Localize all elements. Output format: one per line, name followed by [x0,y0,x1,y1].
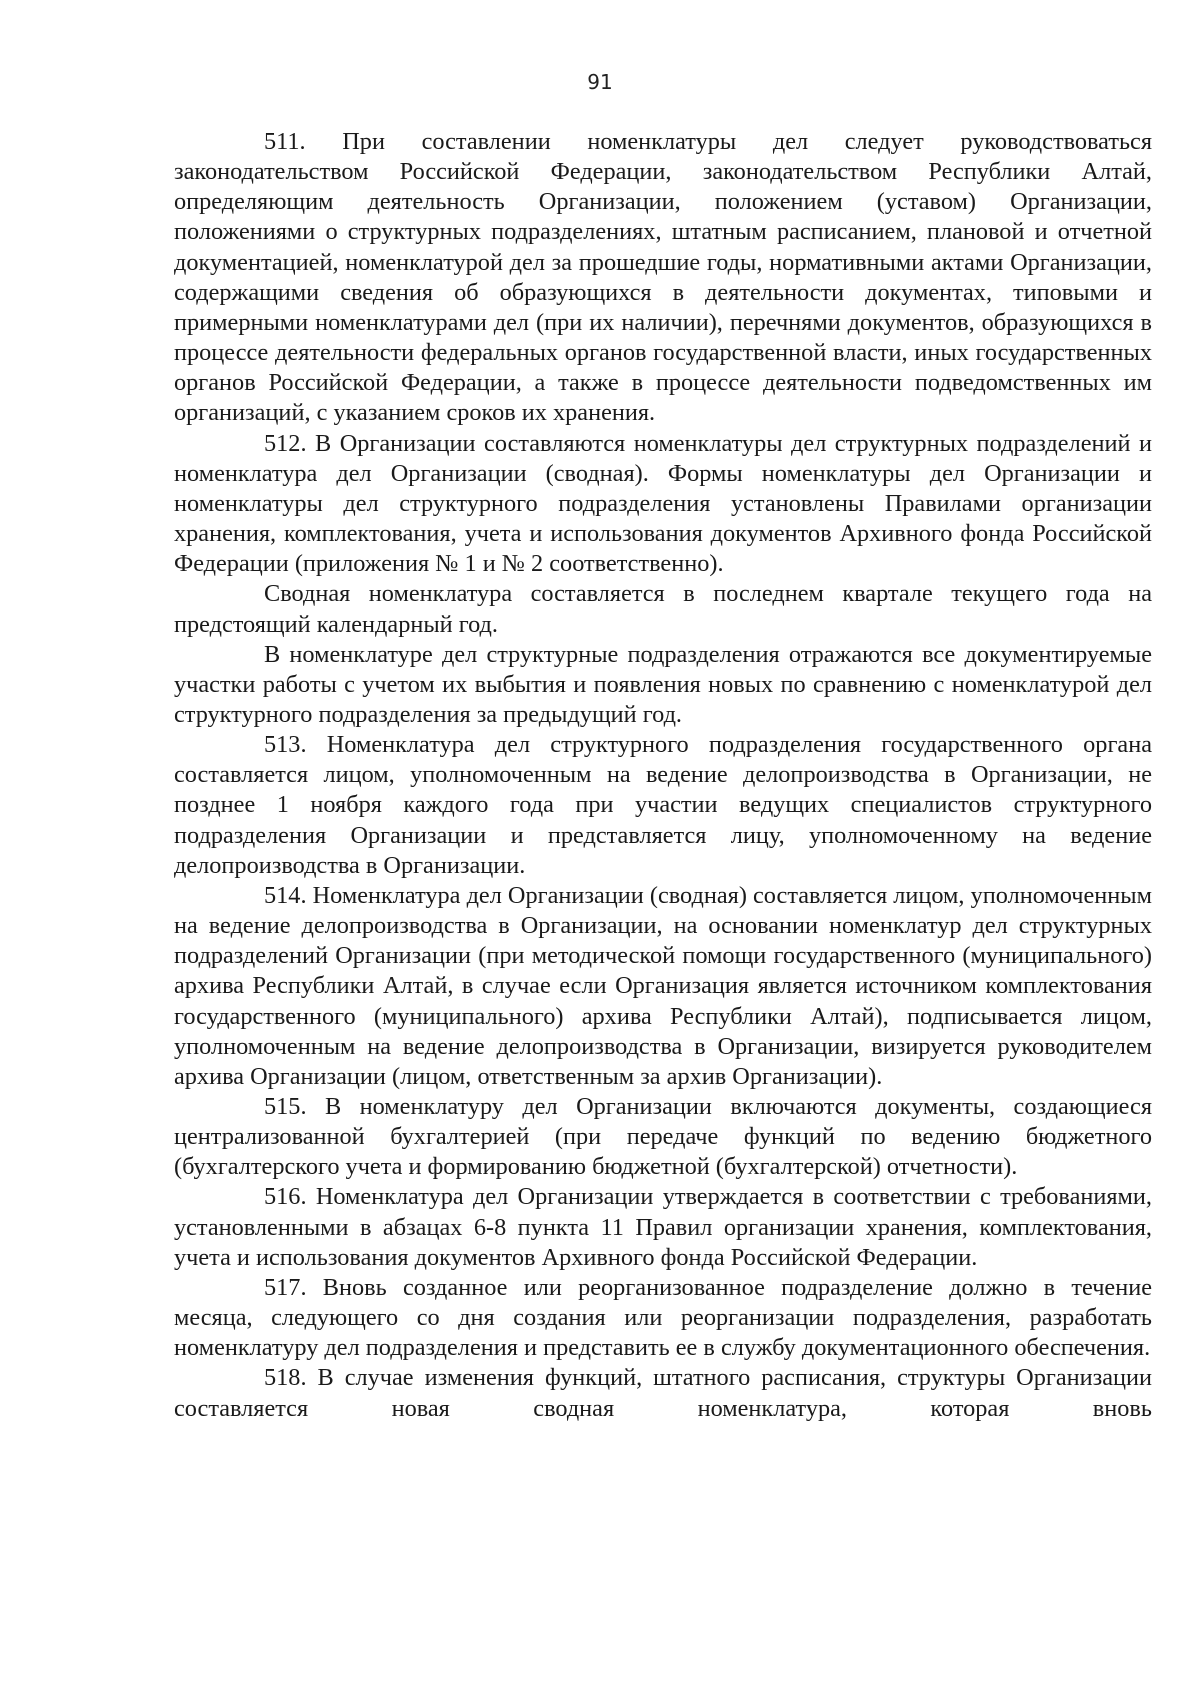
paragraph-512-units: В номенклатуре дел структурные подразделения отражаются все документируемые участки работы с учетом их выбытия и появления новых по сравнению с номенклатурой дел структурного подразделения за предыдущий год. [174,640,1152,728]
paragraph-516: 516. Номенклатура дел Организации утверждается в соответствии с требованиями, установленными в абзацах 6-8 пункта 11 Правил организации хранения, комплектования, учета и использования документов Архивного фонда Российской Федерации. [174,1183,1152,1271]
paragraph-513: 513. Номенклатура дел структурного подразделения государственного органа составляется лицом, уполномоченным на ведение делопроизводства в Организации, не позднее 1 ноября каждого года при участии ведущих специалистов структурного подразделения Организации и представляется лицу, уполномоченному на ведение делопроизводства в Организации. [174,731,1152,879]
paragraph-518: 518. В случае изменения функций, штатного расписания, структуры Организации составляется новая сводная номенклатура, которая вновь [174,1364,1152,1422]
document-body [174,127,1152,1424]
paragraph-511: 511. При составлении номенклатуры дел следует руководствоваться законодательством Российской Федерации, законодательством Республики Алтай, определяющим деятельность Организации, положением (уставом) Организации, положениями о структурных подразделениях, штатным расписанием, плановой и отчетной документацией, номенклатурой дел за прошедшие годы, нормативными актами Организации, содержащими сведения об образующихся в деятельности документах, типовыми и примерными номенклатурами дел (при их наличии), перечнями документов, образующихся в процессе деятельности федеральных органов государственной власти, иных государственных органов Российской Федерации, а также в процессе деятельности подведомственных им организаций, с указанием сроков их хранения. [174,128,1152,427]
paragraph-512-consolidated: Сводная номенклатура составляется в последнем квартале текущего года на предстоящий календарный год. [174,580,1152,638]
page-number: 91 [587,70,613,94]
paragraph-514: 514. Номенклатура дел Организации (сводная) составляется лицом, уполномоченным на ведение делопроизводства в Организации, на основании номенклатур дел структурных подразделений Организации (при методической помощи государственного (муниципального) архива Республики Алтай, в случае если Организация является источником комплектования государственного (муниципального) архива Республики Алтай), подписывается лицом, уполномоченным на ведение делопроизводства в Организации, визируется руководителем архива Организации (лицом, ответственным за архив Организации). [174,881,1152,1090]
paragraph-515: 515. В номенклатуру дел Организации включаются документы, создающиеся централизованной бухгалтерией (при передаче функций по ведению бюджетного (бухгалтерского учета и формированию бюджетной (бухгалтерской) отчетности). [174,1093,1152,1181]
paragraph-512: 512. В Организации составляются номенклатуры дел структурных подразделений и номенклатура дел Организации (сводная). Формы номенклатуры дел Организации и номенклатуры дел структурного подразделения установлены Правилами организации хранения, комплектования, учета и использования документов Архивного фонда Российской Федерации (приложения № 1 и № 2 соответственно). [174,429,1152,578]
paragraph-517: 517. Вновь созданное или реорганизованное подразделение должно в течение месяца, следующего со дня создания или реорганизации подразделения, разработать номенклатуру дел подразделения и представить ее в службу документационного обеспечения. [174,1273,1152,1362]
